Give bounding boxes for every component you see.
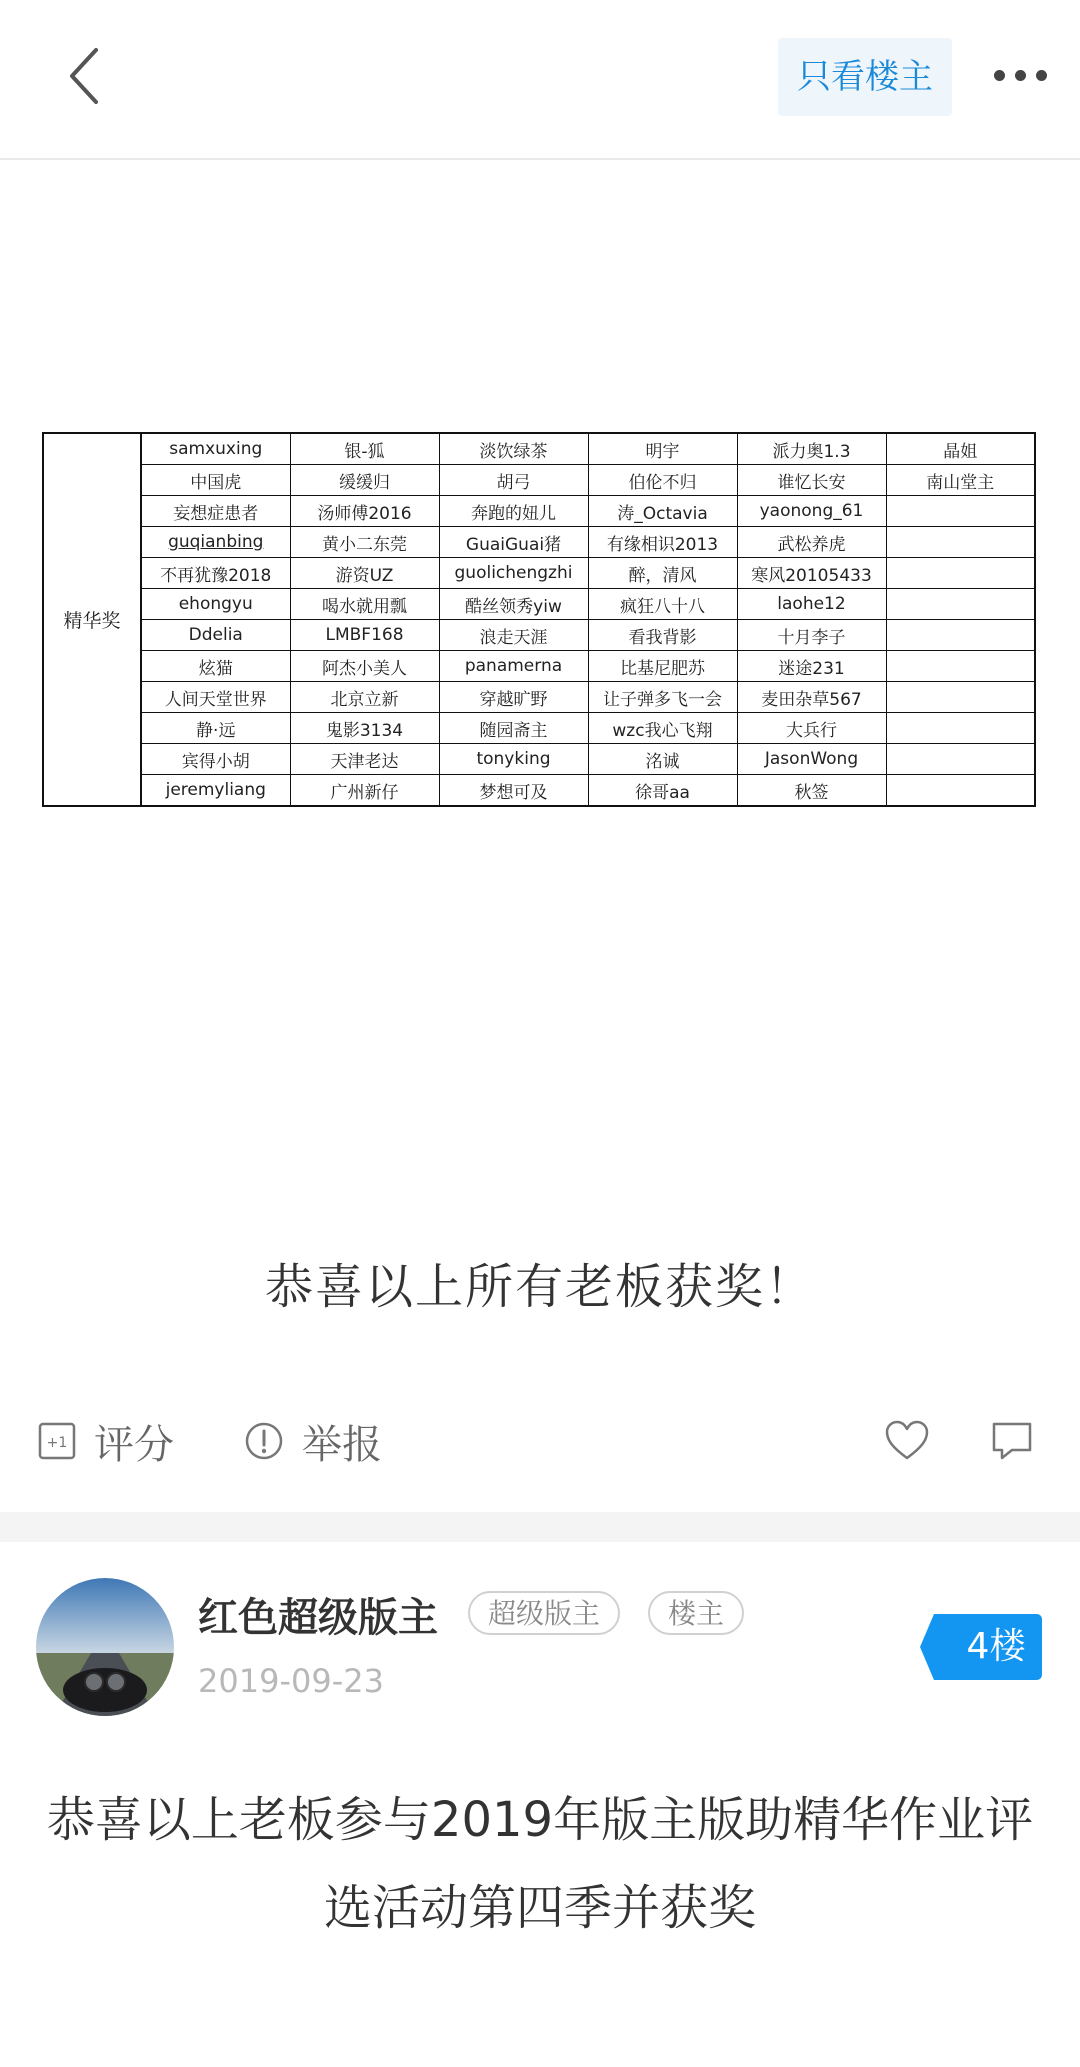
like-button[interactable] [884,1418,948,1464]
table-cell: 酷丝领秀yiw [439,589,588,620]
post-text: 恭喜以上所有老板获奖！ [264,1259,815,1315]
table-cell [886,744,1035,775]
table-cell: 胡弓 [439,465,588,496]
table-cell: 炫猫 [141,651,290,682]
table-cell: 徐哥aa [588,775,737,807]
table-cell: 洺诚 [588,744,737,775]
table-cell: 麦田杂草567 [737,682,886,713]
back-button[interactable] [58,40,118,112]
table-cell: 北京立新 [290,682,439,713]
post-action-bar [0,1400,1080,1480]
table-cell: 伯伦不归 [588,465,737,496]
table-cell: 不再犹豫2018 [141,558,290,589]
table-row [43,527,1035,558]
table-row [43,682,1035,713]
table-row [43,433,1035,465]
table-cell: JasonWong [737,744,886,775]
table-cell: 有缘相识2013 [588,527,737,558]
comment-button[interactable] [990,1418,1052,1464]
award-table [42,432,1036,807]
table-cell: 黄小二东莞 [290,527,439,558]
table-cell: 寒风20105433 [737,558,886,589]
table-cell: tonyking [439,744,588,775]
table-cell: 谁忆长安 [737,465,886,496]
table-cell [886,651,1035,682]
table-cell: 迷途231 [737,651,886,682]
table-cell: 梦想可及 [439,775,588,807]
table-cell: 天津老达 [290,744,439,775]
table-cell: GuaiGuai猪 [439,527,588,558]
report-label: 举报 [302,1421,382,1468]
username[interactable]: 红色超级版主 [198,1595,438,1641]
table-cell: 疯狂八十八 [588,589,737,620]
table-cell: 静·远 [141,713,290,744]
table-cell [886,713,1035,744]
exclamation-circle-icon [244,1421,284,1461]
table-cell: 南山堂主 [886,465,1035,496]
post-body: 恭喜以上老板参与2019年版主版助精华作业评选活动第四季并获奖 [46,1792,1034,1936]
floor-number: 4楼 [966,1626,1026,1667]
table-cell: 醉，清风 [588,558,737,589]
table-row [43,589,1035,620]
table-row [43,496,1035,527]
table-cell: Ddelia [141,620,290,651]
floor-badge [920,1614,1042,1680]
table-cell: 中国虎 [141,465,290,496]
post-date: 2019-09-23 [198,1662,384,1700]
table-cell: ehongyu [141,589,290,620]
only-host-button[interactable]: 只看楼主 [778,38,952,116]
more-dots-icon [994,70,1005,81]
table-cell: 阿杰小美人 [290,651,439,682]
table-cell [886,527,1035,558]
table-cell [886,496,1035,527]
table-cell: 武松养虎 [737,527,886,558]
table-row [43,744,1035,775]
table-cell: guolichengzhi [439,558,588,589]
table-cell: wzc我心飞翔 [588,713,737,744]
table-row [43,465,1035,496]
tag-super-moderator: 超级版主 [468,1591,620,1635]
table-cell: 妄想症患者 [141,496,290,527]
table-cell: 十月李子 [737,620,886,651]
post-divider [0,1512,1080,1542]
tag-thread-owner: 楼主 [648,1591,744,1635]
table-row [43,651,1035,682]
avatar-image [36,1578,174,1716]
table-cell [886,589,1035,620]
comment-icon [990,1420,1034,1462]
table-cell [886,620,1035,651]
table-cell: 鬼影3134 [290,713,439,744]
table-cell: 随园斋主 [439,713,588,744]
table-cell: 秋签 [737,775,886,807]
table-cell [886,682,1035,713]
table-cell: 喝水就用瓢 [290,589,439,620]
table-cell: 宾得小胡 [141,744,290,775]
table-row [43,713,1035,744]
table-cell: 缓缓归 [290,465,439,496]
table-cell: 淡饮绿茶 [439,433,588,465]
report-button[interactable] [244,1418,382,1468]
heart-icon [884,1420,930,1462]
table-cell [886,558,1035,589]
table-cell: samxuxing [141,433,290,465]
table-cell: jeremyliang [141,775,290,807]
table-cell: 晶姐 [886,433,1035,465]
table-cell: 派力奥1.3 [737,433,886,465]
table-cell: laohe12 [737,589,886,620]
table-cell: 穿越旷野 [439,682,588,713]
more-options-button[interactable] [986,50,1056,100]
table-cell: 游资UZ [290,558,439,589]
award-table-image[interactable] [42,432,1036,803]
table-cell: LMBF168 [290,620,439,651]
rate-label: 评分 [94,1421,174,1468]
table-cell: 比基尼肥苏 [588,651,737,682]
table-cell: 看我背影 [588,620,737,651]
table-cell: 广州新仔 [290,775,439,807]
chevron-left-icon [58,40,118,112]
award-category: 精华奖 [43,433,141,806]
table-row [43,775,1035,807]
table-cell: 涛_Octavia [588,496,737,527]
avatar[interactable] [36,1578,174,1716]
table-cell: panamerna [439,651,588,682]
table-cell: 浪走天涯 [439,620,588,651]
rate-button[interactable] [38,1418,174,1468]
table-cell: 大兵行 [737,713,886,744]
plus-one-icon [38,1422,76,1460]
table-cell: 人间天堂世界 [141,682,290,713]
table-cell: 银-狐 [290,433,439,465]
table-cell [886,775,1035,807]
table-cell: 让子弹多飞一会 [588,682,737,713]
table-cell: yaonong_61 [737,496,886,527]
top-bar [0,0,1080,160]
table-row [43,558,1035,589]
table-cell: guqianbing [141,527,290,558]
table-cell: 奔跑的妞儿 [439,496,588,527]
table-cell: 汤师傅2016 [290,496,439,527]
table-row [43,620,1035,651]
svg-text:+1: +1 [46,1435,68,1451]
table-cell: 明宇 [588,433,737,465]
